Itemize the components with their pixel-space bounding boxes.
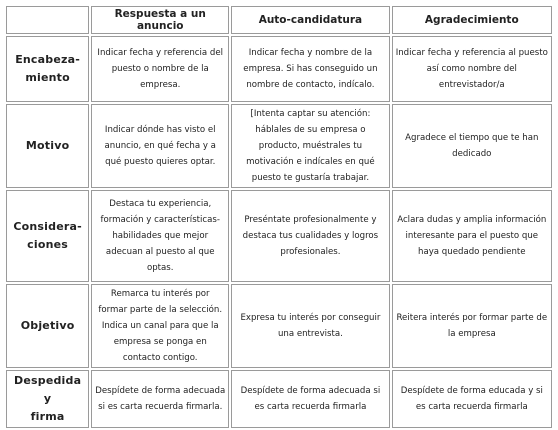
table-cell: Aclara dudas y amplia información interesante para el puesto que haya quedado pendiente: [392, 190, 552, 282]
table-cell: Preséntate profesionalmente y destaca tus cualidades y logros profesionales.: [231, 190, 389, 282]
comparison-table: [4, 4, 554, 430]
table-row: [6, 370, 552, 428]
row-header-motivo: [6, 104, 89, 188]
row-header-line: Despedida y: [14, 374, 82, 405]
table-row: [6, 36, 552, 102]
column-header-agradecimiento: Agradecimiento: [392, 6, 552, 34]
table-cell: Remarca tu interés por formar parte de la selección. Indica un canal para que la empresa se ponga en contacto contigo.: [91, 284, 229, 368]
table-row: [6, 104, 552, 188]
column-header-auto-candidatura: Auto-candidatura: [231, 6, 389, 34]
table-cell: Destaca tu experiencia, formación y características-habilidades que mejor adecuan al puesto al que optas.: [91, 190, 229, 282]
table-cell: [Intenta captar su atención: háblales de su empresa o producto, muéstrales tu motivación e indícales en qué puesto te gustaría trabajar.: [231, 104, 389, 188]
table-cell: Indicar fecha y nombre de la empresa. Si has conseguido un nombre de contacto, indícalo.: [231, 36, 389, 102]
row-header-objetivo: [6, 284, 89, 368]
table-cell: Indicar fecha y referencia al puesto así como nombre del entrevistador/a: [392, 36, 552, 102]
header-row: [6, 6, 552, 34]
row-header-line: firma: [30, 410, 65, 423]
table-cell: Despídete de forma adecuada si es carta recuerda firmarla.: [91, 370, 229, 428]
row-header-line: ciones: [27, 238, 69, 251]
table-cell: Indicar dónde has visto el anuncio, en qué fecha y a qué puesto quieres optar.: [91, 104, 229, 188]
table-row: [6, 190, 552, 282]
table-cell: Despídete de forma educada y si es carta recuerda firmarla: [392, 370, 552, 428]
row-header-consideraciones: [6, 190, 89, 282]
table-row: [6, 284, 552, 368]
row-header-line: Encabeza-: [15, 53, 81, 66]
row-header-despedida: [6, 370, 89, 428]
row-header-line: miento: [25, 71, 70, 84]
table-cell: Agradece el tiempo que te han dedicado: [392, 104, 552, 188]
row-header-line: Considera-: [13, 220, 82, 233]
row-header-line: Objetivo: [20, 319, 75, 332]
corner-cell: [6, 6, 89, 34]
row-header-line: Motivo: [25, 139, 70, 152]
table-cell: Reitera interés por formar parte de la empresa: [392, 284, 552, 368]
column-header-respuesta: Respuesta a un anuncio: [91, 6, 229, 34]
table-cell: Despídete de forma adecuada si es carta recuerda firmarla: [231, 370, 389, 428]
row-header-encabezamiento: [6, 36, 89, 102]
table-cell: Expresa tu interés por conseguir una entrevista.: [231, 284, 389, 368]
table-cell: Indicar fecha y referencia del puesto o nombre de la empresa.: [91, 36, 229, 102]
